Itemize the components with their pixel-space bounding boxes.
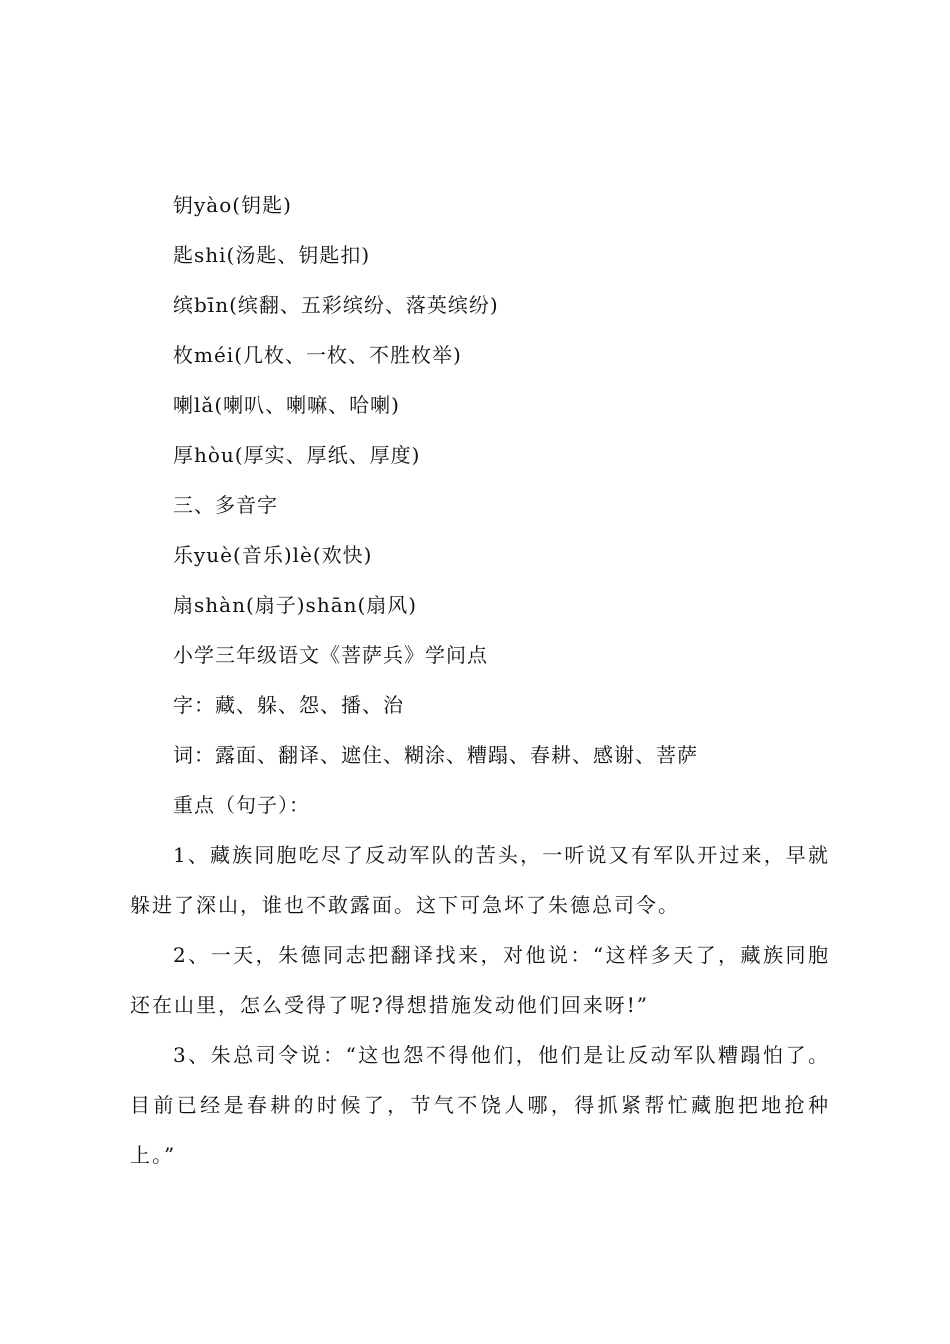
key-sentences-heading: 重点（句子）： xyxy=(173,793,310,817)
characters-line: 字：藏、躲、怨、播、治 xyxy=(173,693,404,717)
vocab-line-yao: 钥yào(钥匙) xyxy=(173,193,292,217)
sentence-paragraph-3: 3、朱总司令说：“这也怨不得他们，他们是让反动军队糟蹋怕了。目前已经是春耕的时候了，节气不饶人哪，得抓紧帮忙藏胞把地抢种上。” xyxy=(130,1043,830,1167)
vocab-line-shi: 匙shi(汤匙、钥匙扣) xyxy=(173,243,371,267)
section-heading-polyphones: 三、多音字 xyxy=(173,493,278,517)
lesson-title: 小学三年级语文《菩萨兵》学问点 xyxy=(173,643,488,667)
polyphone-line-shan: 扇shàn(扇子)shān(扇风) xyxy=(173,593,418,617)
sentence-paragraph-1: 1、藏族同胞吃尽了反动军队的苦头，一听说又有军队开过来，早就躲进了深山，谁也不敢露面。这下可急坏了朱德总司令。 xyxy=(130,843,830,917)
vocab-line-hou: 厚hòu(厚实、厚纸、厚度) xyxy=(173,443,421,467)
vocab-line-mei: 枚méi(几枚、一枚、不胜枚举) xyxy=(173,343,462,367)
sentence-paragraph-2: 2、一天，朱德同志把翻译找来，对他说：“这样多天了，藏族同胞还在山里，怎么受得了呢?得想措施发动他们回来呀!” xyxy=(130,943,830,1017)
vocab-line-bin: 缤bīn(缤翻、五彩缤纷、落英缤纷) xyxy=(173,293,499,317)
vocab-line-la: 喇lǎ(喇叭、喇嘛、哈喇) xyxy=(173,393,400,417)
polyphone-line-yue: 乐yuè(音乐)lè(欢快) xyxy=(173,543,373,567)
words-line: 词：露面、翻译、遮住、糊涂、糟蹋、春耕、感谢、菩萨 xyxy=(173,743,698,767)
